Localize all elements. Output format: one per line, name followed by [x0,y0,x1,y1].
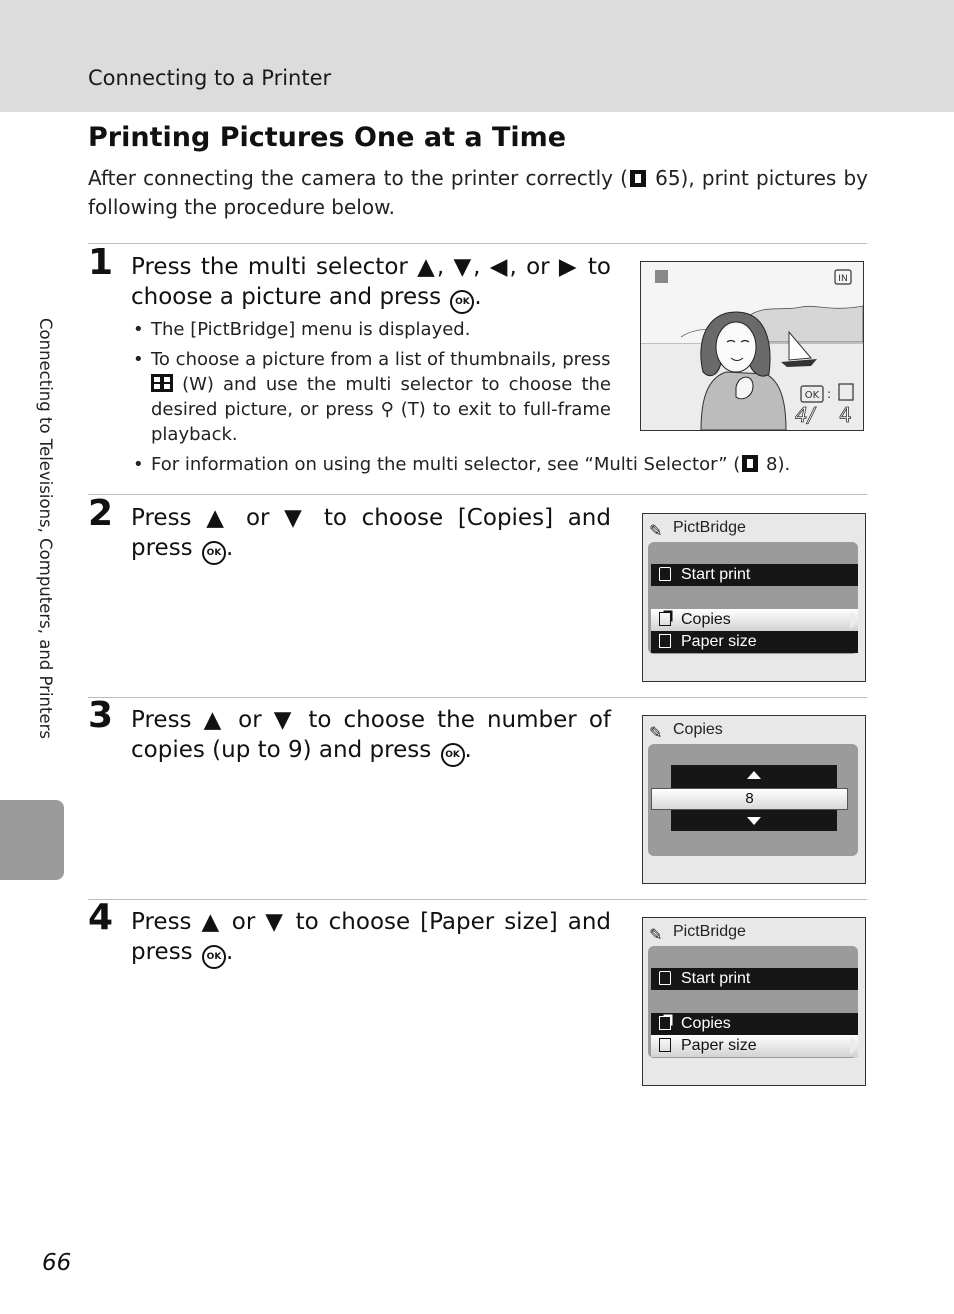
frame-counter-right: 4 [839,403,852,427]
menu-item-label: Paper size [681,633,757,650]
menu-item-copies[interactable] [651,1013,858,1035]
paper-icon [659,1038,671,1052]
increase-arrow-icon[interactable] [747,771,761,779]
copies-icon [659,612,671,626]
paper-icon [659,634,671,648]
menu-item-paper-size[interactable] [651,631,858,653]
step-instruction-text: Press ▲ or ▼ to choose [Paper size] and press [131,909,611,965]
page-header [0,0,954,112]
bullet-text: For information on using the multi selector, see “Multi Selector” ( [151,454,741,475]
bullet-text: 8). [760,454,791,475]
svg-text::: : [827,387,832,401]
page-reference-icon [742,455,758,472]
page-number: 66 [42,1250,72,1276]
bullet-text: To choose a picture from a list of thumbnails, press [151,349,611,370]
chapter-tab [0,800,64,880]
menu-item-start-print[interactable] [651,564,858,586]
ok-button-icon: OK [441,743,465,767]
menu-item-label: Start print [681,566,751,583]
intro-paragraph [88,164,875,222]
pictbridge-menu-screen [642,513,866,682]
copies-value[interactable]: 8 [651,788,848,810]
decrease-arrow-icon[interactable] [747,817,761,825]
intro-text-start: After connecting the camera to the printer correctly ( [88,166,628,190]
divider [88,243,867,244]
pictbridge-icon: ✎ [649,723,663,742]
intro-text-end: 65), print pictures by following the procedure below. [88,166,875,219]
step-number: 3 [88,695,114,736]
menu-item-label: Copies [681,611,731,628]
divider [88,697,867,698]
menu-item-label: Start print [681,970,751,987]
step-instruction: Press ▲ or ▼ to choose [Copies] and press OK . [131,503,611,565]
side-chapter-label: Connecting to Televisions, Computers, and Printers [36,318,55,740]
divider [88,899,867,900]
pictbridge-menu-screen [642,917,866,1086]
menu-item-start-print[interactable] [651,968,858,990]
menu-item-label: Copies [681,1015,731,1032]
page-title: Printing Pictures One at a Time [88,122,567,153]
page-reference-icon [630,170,646,187]
menu-title: Copies [673,721,723,738]
bullet-text: (W) and use the multi selector to choose the desired picture, or press ⚲ (T) to exit to full-frame playback. [151,374,611,445]
copies-menu-screen [642,715,866,884]
pictbridge-icon: ✎ [649,925,663,944]
step-instruction: Press ▲ or ▼ to choose [Paper size] and press OK . [131,907,611,969]
ok-button-icon: OK [450,290,474,314]
menu-title: PictBridge [673,923,746,940]
bullet-item [131,347,611,447]
ok-button-icon: OK [202,945,226,969]
pictbridge-icon: ✎ [649,521,663,540]
step-number: 1 [88,242,114,283]
step-instruction-text: Press ▲ or ▼ to choose [Copies] and press [131,505,611,561]
step-instruction-text: Press ▲ or ▼ to choose the number of copies (up to 9) and press [131,707,611,763]
menu-title: PictBridge [673,519,746,536]
printer-icon [659,567,671,581]
ok-button-icon: OK [202,541,226,565]
copies-icon [659,1016,671,1030]
bullet-item [131,452,851,477]
svg-text:IN: IN [838,274,848,284]
frame-counter-left: 4/ [795,403,815,427]
section-title: Connecting to a Printer [88,66,332,90]
step-number: 2 [88,493,114,534]
printer-icon [659,971,671,985]
step-bullets [131,317,611,452]
step-number: 4 [88,897,114,938]
woman-sailboat-photo [641,262,863,430]
step-instruction: Press the multi selector ▲, ▼, ◀, or ▶ to choose a picture and press OK . [131,252,611,314]
step-instruction: Press ▲ or ▼ to choose the number of copies (up to 9) and press OK . [131,705,611,767]
menu-item-copies[interactable] [651,609,858,631]
divider [88,494,867,495]
bullet-item: • The [PictBridge] menu is displayed. [131,317,611,342]
menu-item-label: Paper size [681,1037,757,1054]
menu-item-paper-size[interactable] [651,1035,858,1057]
svg-text:OK: OK [804,390,820,401]
step-instruction-text: Press the multi selector ▲, ▼, ◀, or ▶ to choose a picture and press [131,254,611,310]
thumbnail-button-icon [151,374,173,392]
playback-screen-photo [640,261,864,431]
